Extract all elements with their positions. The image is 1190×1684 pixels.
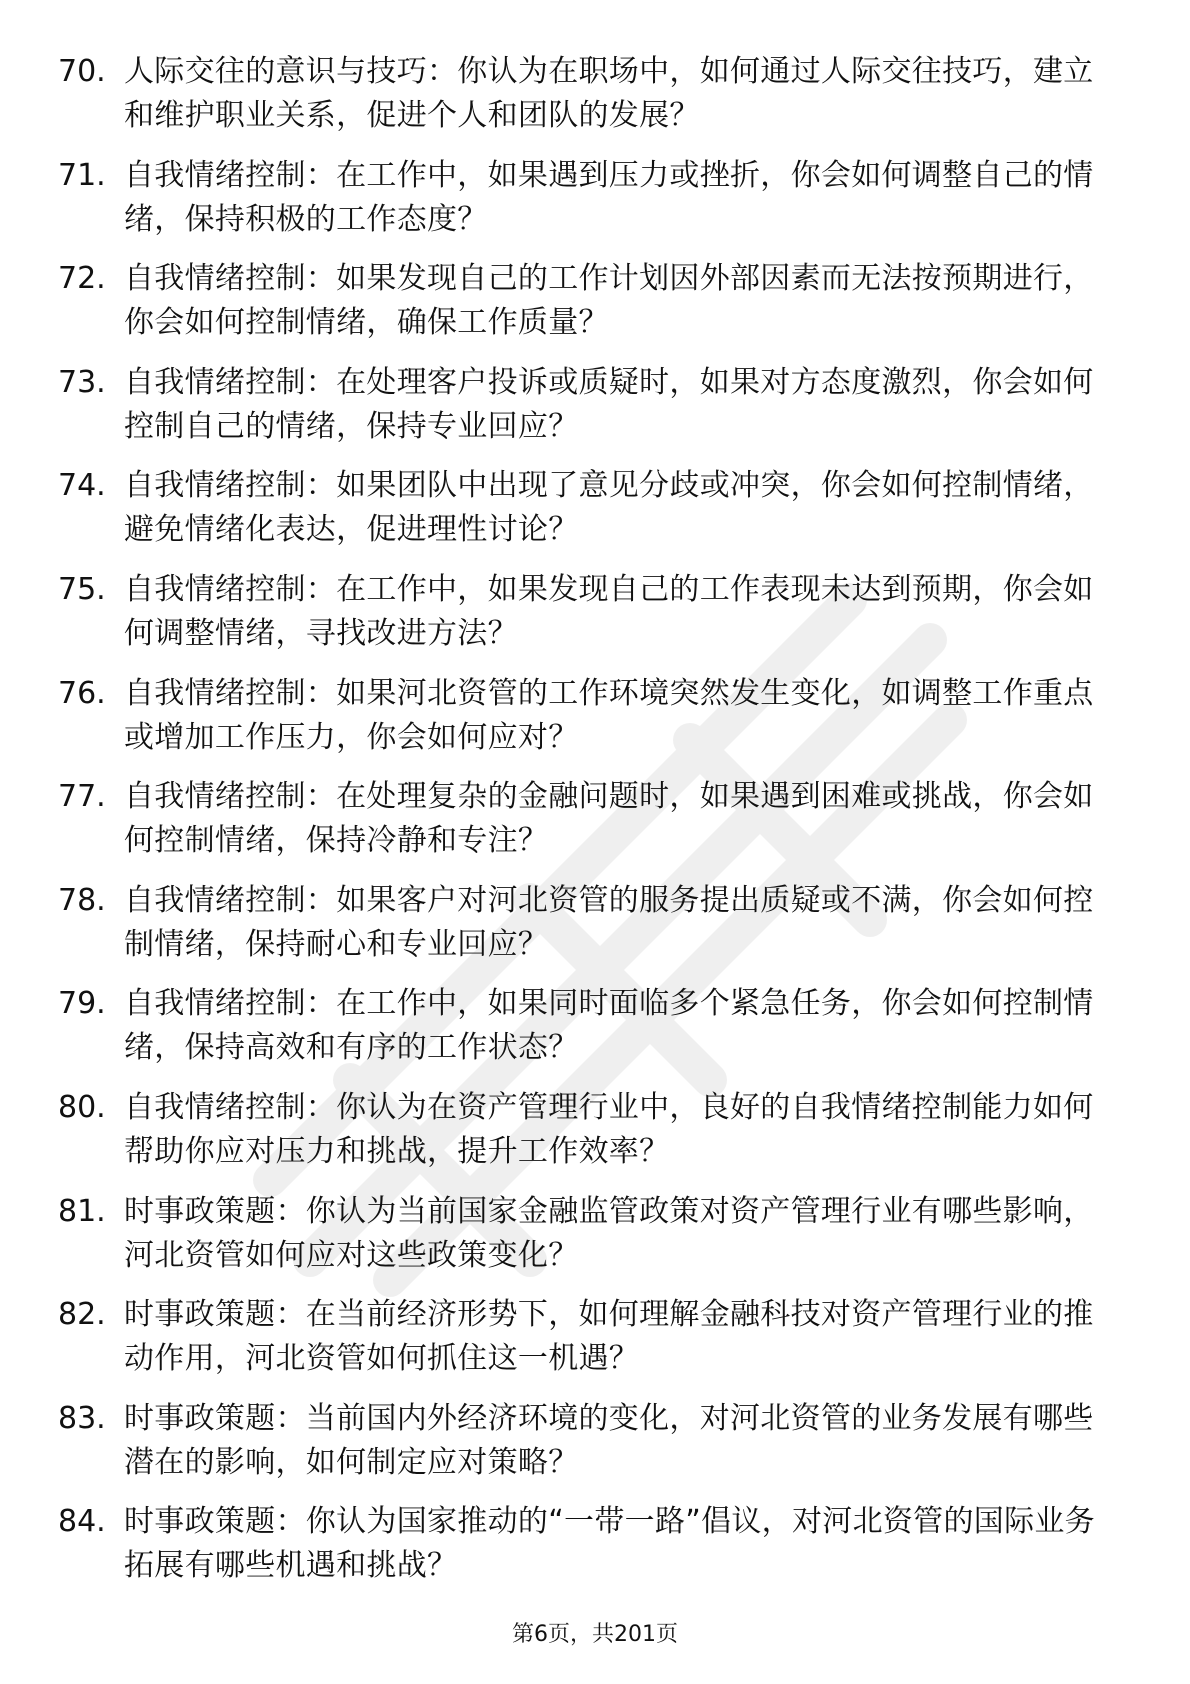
question-number: 73. — [58, 364, 106, 400]
question-text: 自我情绪控制：如果客户对河北资管的服务提出质疑或不满，你会如何控制情绪，保持耐心和专业回应？ — [124, 882, 1094, 962]
question-item — [58, 361, 1118, 465]
question-text: 时事政策题：在当前经济形势下，如何理解金融科技对资产管理行业的推动作用，河北资管如何抓住这一机遇？ — [124, 1297, 1094, 1377]
question-list — [58, 50, 1118, 1604]
question-number: 80. — [58, 1089, 106, 1125]
question-number: 84. — [58, 1504, 106, 1540]
question-item — [58, 257, 1118, 361]
question-item — [58, 464, 1118, 568]
question-number: 83. — [58, 1400, 106, 1436]
question-number: 81. — [58, 1193, 106, 1229]
question-text: 自我情绪控制：如果河北资管的工作环境突然发生变化，如调整工作重点或增加工作压力，你会如何应对？ — [124, 675, 1094, 755]
question-item — [58, 1190, 1118, 1294]
question-number: 77. — [58, 779, 106, 815]
question-item — [58, 1397, 1118, 1501]
question-text: 自我情绪控制：如果发现自己的工作计划因外部因素而无法按预期进行，你会如何控制情绪，确保工作质量？ — [124, 261, 1094, 341]
question-item — [58, 775, 1118, 879]
question-number: 82. — [58, 1297, 106, 1333]
question-text: 自我情绪控制：在工作中，如果遇到压力或挫折，你会如何调整自己的情绪，保持积极的工作态度？ — [124, 157, 1094, 237]
question-number: 75. — [58, 571, 106, 607]
question-item — [58, 154, 1118, 258]
question-number: 72. — [58, 261, 106, 297]
question-item — [58, 50, 1118, 154]
question-text: 自我情绪控制：在处理客户投诉或质疑时，如果对方态度激烈，你会如何控制自己的情绪，保持专业回应？ — [124, 364, 1094, 444]
question-number: 76. — [58, 675, 106, 711]
question-text: 时事政策题：你认为当前国家金融监管政策对资产管理行业有哪些影响，河北资管如何应对这些政策变化？ — [124, 1193, 1094, 1273]
question-number: 78. — [58, 882, 106, 918]
question-text: 自我情绪控制：在工作中，如果发现自己的工作表现未达到预期，你会如何调整情绪，寻找改进方法？ — [124, 571, 1094, 651]
question-item — [58, 1293, 1118, 1397]
question-number: 79. — [58, 986, 106, 1022]
question-item — [58, 1086, 1118, 1190]
question-number: 70. — [58, 54, 106, 89]
question-number: 71. — [58, 157, 106, 193]
question-item — [58, 568, 1118, 672]
page-number-footer: 第6页，共201页 — [512, 1622, 678, 1647]
question-text: 时事政策题：当前国内外经济环境的变化，对河北资管的业务发展有哪些潜在的影响，如何制定应对策略？ — [124, 1400, 1094, 1480]
question-item — [58, 982, 1118, 1086]
question-text: 自我情绪控制：在工作中，如果同时面临多个紧急任务，你会如何控制情绪，保持高效和有序的工作状态？ — [124, 986, 1094, 1066]
question-item — [58, 1500, 1118, 1604]
question-item — [58, 672, 1118, 776]
question-text: 自我情绪控制：你认为在资产管理行业中，良好的自我情绪控制能力如何帮助你应对压力和挑战，提升工作效率？ — [124, 1089, 1094, 1169]
question-number: 74. — [58, 468, 106, 504]
question-item — [58, 879, 1118, 983]
question-text: 人际交往的意识与技巧：你认为在职场中，如何通过人际交往技巧，建立和维护职业关系，促进个人和团队的发展？ — [124, 54, 1094, 133]
question-text: 时事政策题：你认为国家推动的“一带一路”倡议，对河北资管的国际业务拓展有哪些机遇和挑战？ — [124, 1504, 1095, 1584]
question-text: 自我情绪控制：如果团队中出现了意见分歧或冲突，你会如何控制情绪，避免情绪化表达，促进理性讨论？ — [124, 468, 1094, 548]
question-text: 自我情绪控制：在处理复杂的金融问题时，如果遇到困难或挑战，你会如何控制情绪，保持冷静和专注？ — [124, 779, 1094, 859]
